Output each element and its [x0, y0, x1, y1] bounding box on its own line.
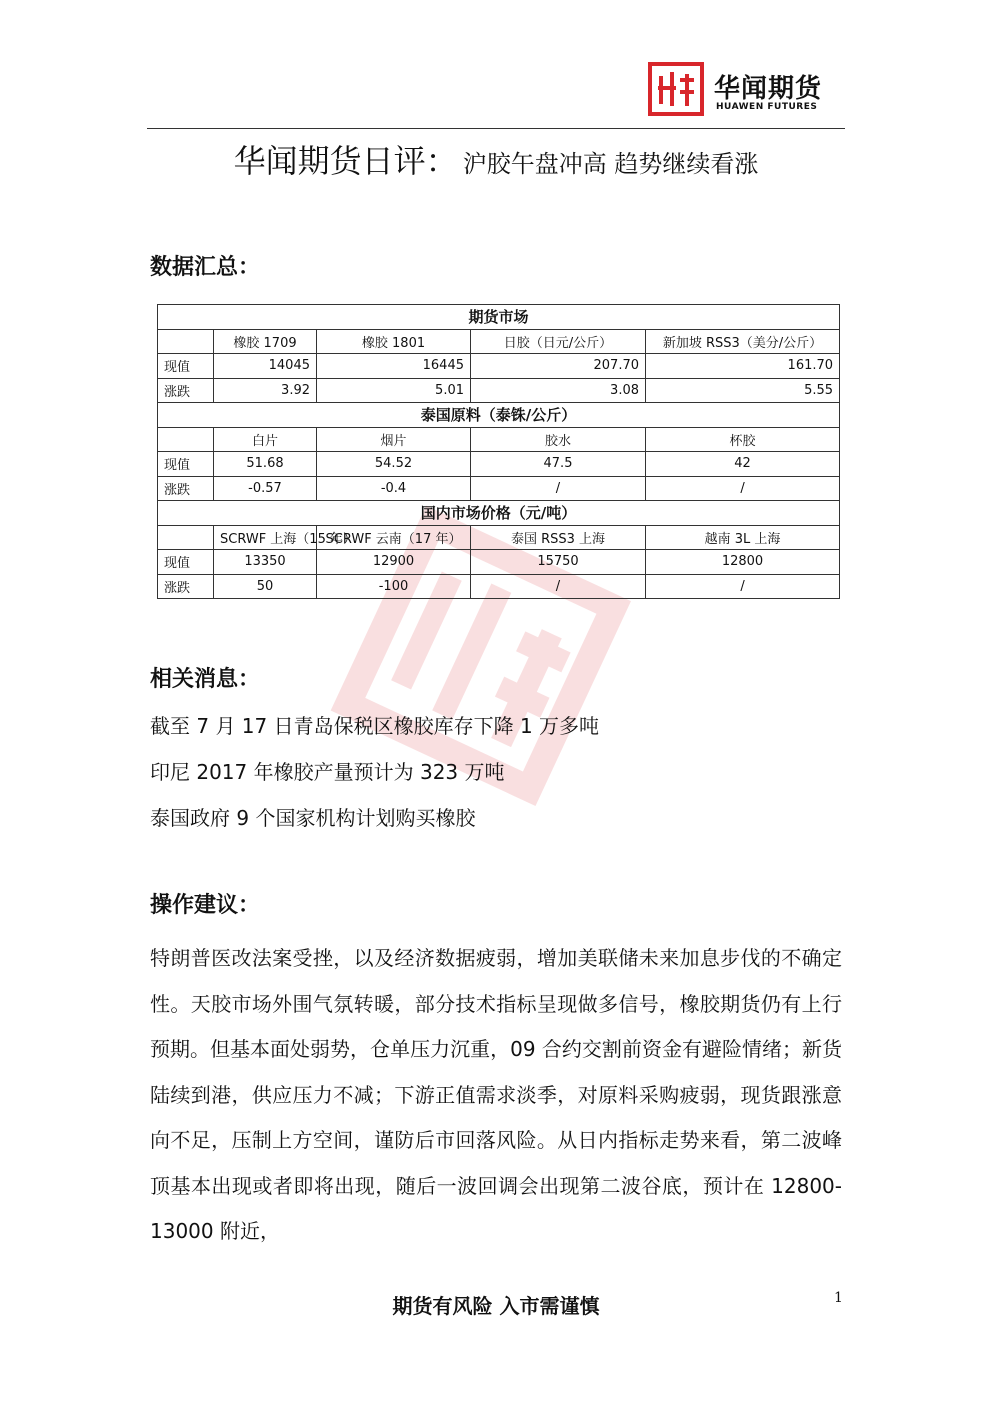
section-news-heading: 相关消息：: [150, 666, 261, 692]
table-cell: 14045: [214, 354, 317, 379]
table-cell: 42: [646, 452, 840, 477]
header-cell: 越南 3L 上海: [646, 525, 840, 550]
thai-header-row: [158, 427, 840, 452]
header-cell: SCRWF 上海（15 年）: [214, 525, 317, 550]
table-row: [158, 378, 840, 403]
header-cell: 烟片: [317, 427, 471, 452]
table-row: [158, 550, 840, 575]
table-cell: 13350: [214, 550, 317, 575]
title-sub: 沪胶午盘冲高 趋势继续看涨: [462, 150, 759, 178]
header-cell: SCRWF 云南（17 年）: [317, 525, 471, 550]
table-cell: 50: [214, 574, 317, 599]
company-logo: [648, 62, 848, 118]
table-cell: -100: [317, 574, 471, 599]
news-item: 截至 7 月 17 日青岛保税区橡胶库存下降 1 万多吨: [150, 714, 600, 738]
futures-title: 期货市场: [158, 305, 840, 330]
header-cell: 橡胶 1709: [214, 329, 317, 354]
table-cell: 3.92: [214, 378, 317, 403]
header-cell: [158, 329, 214, 354]
title-main: 华闻期货日评：: [233, 142, 458, 180]
table-cell: /: [646, 574, 840, 599]
table-cell: 3.08: [471, 378, 646, 403]
domestic-title: 国内市场价格（元/吨）: [158, 501, 840, 526]
domestic-title-row: [158, 501, 840, 526]
table-cell: 54.52: [317, 452, 471, 477]
advice-paragraph: 特朗普医改法案受挫，以及经济数据疲弱，增加美联储未来加息步伐的不确定性。天胶市场外围气氛转暖，部分技术指标呈现做多信号，橡胶期货仍有上行预期。但基本面处弱势，仓单压力沉重，09 合约交割前资金有避险情绪；新货陆续到港，供应压力不减；下游正值需求淡季，对原料采购疲弱，现货跟涨意向不足，压制上方空间，谨防后市回落风险。从日内指标走势来看，第二波峰顶基本出现或者即将出现，随后一波回调会出现第二波谷底，预计在 12800-13000 附近，: [150, 946, 842, 1243]
header-rule: [147, 128, 845, 129]
table-cell: 51.68: [214, 452, 317, 477]
table-row: [158, 354, 840, 379]
table-cell: 12900: [317, 550, 471, 575]
page-number: 1: [834, 1290, 843, 1306]
table-row: [158, 476, 840, 501]
table-row: [158, 574, 840, 599]
news-item: 泰国政府 9 个国家机构计划购买橡胶: [150, 806, 476, 830]
table-cell: /: [646, 476, 840, 501]
table-cell: 161.70: [646, 354, 840, 379]
section-summary-heading: 数据汇总：: [150, 254, 261, 280]
row-label: 现值: [158, 354, 214, 379]
table-cell: /: [471, 476, 646, 501]
header-cell: 日胶（日元/公斤）: [471, 329, 646, 354]
header-cell: [158, 525, 214, 550]
logo-subtitle: HUAWEN FUTURES: [716, 102, 818, 112]
table-cell: -0.57: [214, 476, 317, 501]
table-cell: 207.70: [471, 354, 646, 379]
thai-title-row: [158, 403, 840, 428]
page-title: [147, 136, 845, 182]
table-cell: 5.55: [646, 378, 840, 403]
table-cell: 15750: [471, 550, 646, 575]
futures-header-row: [158, 329, 840, 354]
table-row: [158, 452, 840, 477]
header-cell: 新加坡 RSS3（美分/公斤）: [646, 329, 840, 354]
table-cell: 47.5: [471, 452, 646, 477]
domestic-header-row: [158, 525, 840, 550]
header-cell: [158, 427, 214, 452]
row-label: 涨跌: [158, 476, 214, 501]
row-label: 涨跌: [158, 574, 214, 599]
table-cell: /: [471, 574, 646, 599]
header-cell: 泰国 RSS3 上海: [471, 525, 646, 550]
table-cell: 5.01: [317, 378, 471, 403]
header-cell: 白片: [214, 427, 317, 452]
logo-mark-icon: [648, 62, 704, 116]
section-advice-heading: 操作建议：: [150, 892, 261, 918]
table-cell: 16445: [317, 354, 471, 379]
futures-title-row: [158, 305, 840, 330]
table-cell: 12800: [646, 550, 840, 575]
table-cell: -0.4: [317, 476, 471, 501]
data-summary-table: [157, 304, 840, 599]
news-item: 印尼 2017 年橡胶产量预计为 323 万吨: [150, 760, 505, 784]
header-cell: 杯胶: [646, 427, 840, 452]
row-label: 现值: [158, 452, 214, 477]
thai-title: 泰国原料（泰铢/公斤）: [158, 403, 840, 428]
header-cell: 橡胶 1801: [317, 329, 471, 354]
row-label: 涨跌: [158, 378, 214, 403]
header-cell: 胶水: [471, 427, 646, 452]
row-label: 现值: [158, 550, 214, 575]
risk-footer: 期货有风险 入市需谨慎: [392, 1294, 600, 1318]
logo-name: 华闻期货: [714, 74, 823, 104]
